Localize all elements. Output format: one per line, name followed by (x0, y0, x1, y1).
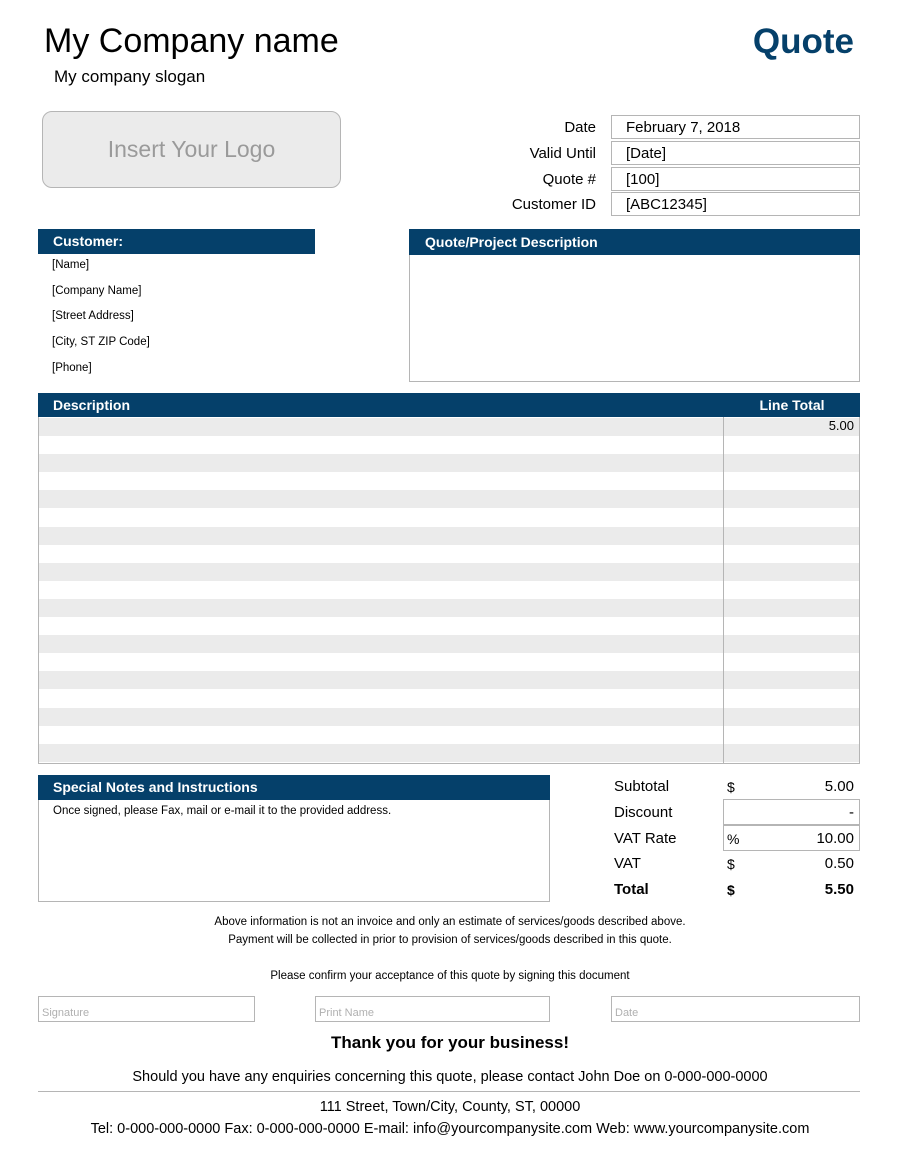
total-label: Total (614, 881, 649, 898)
valid-until-label: Valid Until (529, 145, 596, 162)
vat-label: VAT (614, 855, 641, 872)
line-item-row[interactable] (39, 454, 859, 472)
customer-phone[interactable]: [Phone] (52, 362, 92, 374)
notes-heading: Special Notes and Instructions (38, 775, 550, 800)
line-item-row[interactable] (39, 708, 859, 726)
confirm-text: Please confirm your acceptance of this quote by signing this document (270, 970, 630, 982)
footer-contact: Tel: 0-000-000-0000 Fax: 0-000-000-0000 E-mail: info@yourcompanysite.com Web: www.yourcompanysite.com (90, 1121, 810, 1137)
company-slogan: My company slogan (54, 67, 206, 86)
customer-heading: Customer: (38, 229, 315, 254)
line-total-column-header: Line Total (759, 397, 825, 413)
disclaimer-line-2: Payment will be collected in prior to provision of services/goods described in this quote. (228, 934, 672, 946)
footer-divider (38, 1091, 860, 1092)
line-item-row[interactable] (39, 635, 859, 653)
document-title: Quote (752, 22, 854, 61)
line-items-header (38, 393, 860, 417)
signature-date-field[interactable]: Date (611, 996, 860, 1022)
project-description-heading: Quote/Project Description (409, 229, 860, 255)
logo-placeholder[interactable] (42, 111, 341, 188)
customer-name[interactable]: [Name] (52, 259, 90, 271)
vat-currency: $ (727, 856, 735, 872)
vat-rate-unit: % (727, 831, 740, 847)
customer-street[interactable]: [Street Address] (52, 310, 134, 322)
customer-id-label: Customer ID (511, 196, 596, 213)
line-item-row[interactable] (39, 490, 859, 508)
line-item-row[interactable] (39, 527, 859, 545)
discount-field[interactable] (723, 799, 860, 825)
total-value: 5.50 (824, 881, 854, 898)
print-name-field[interactable]: Print Name (315, 996, 550, 1022)
line-item-row[interactable] (39, 744, 859, 762)
quote-number-label: Quote # (542, 171, 596, 188)
footer-address: 111 Street, Town/City, County, ST, 00000 (319, 1099, 581, 1115)
customer-id-field[interactable]: [ABC12345] (611, 192, 860, 216)
subtotal-label: Subtotal (614, 778, 670, 795)
date-field[interactable]: February 7, 2018 (611, 115, 860, 139)
customer-city[interactable]: [City, ST ZIP Code] (52, 336, 150, 348)
line-item-row[interactable] (39, 599, 859, 617)
discount-label: Discount (614, 804, 673, 821)
company-name: My Company name (44, 22, 339, 60)
total-currency: $ (727, 882, 735, 898)
notes-text: Once signed, please Fax, mail or e-mail it to the provided address. (53, 805, 392, 817)
discount-value: - (849, 804, 854, 821)
logo-placeholder-label: Insert Your Logo (107, 136, 276, 162)
line-item-row[interactable] (39, 418, 859, 436)
date-label: Date (564, 119, 596, 136)
subtotal-value: 5.00 (824, 778, 854, 795)
subtotal-currency: $ (727, 779, 735, 795)
line-item-row[interactable] (39, 563, 859, 581)
line-item-row[interactable] (39, 671, 859, 689)
vat-rate-value: 10.00 (816, 830, 854, 847)
disclaimer-line-1: Above information is not an invoice and only an estimate of services/goods described above. (214, 916, 686, 928)
description-column-header: Description (53, 397, 131, 413)
valid-until-field[interactable]: [Date] (611, 141, 860, 165)
customer-company[interactable]: [Company Name] (52, 285, 142, 297)
enquiries-text: Should you have any enquiries concerning this quote, please contact John Doe on 0-000-000-0000 (132, 1069, 768, 1085)
vat-rate-label: VAT Rate (614, 830, 677, 847)
vat-value: 0.50 (824, 855, 854, 872)
quote-number-field[interactable]: [100] (611, 167, 860, 191)
thank-you-message: Thank you for your business! (330, 1033, 570, 1052)
signature-field[interactable]: Signature (38, 996, 255, 1022)
line-total-cell[interactable]: 5.00 (828, 418, 854, 433)
column-divider (723, 393, 724, 764)
